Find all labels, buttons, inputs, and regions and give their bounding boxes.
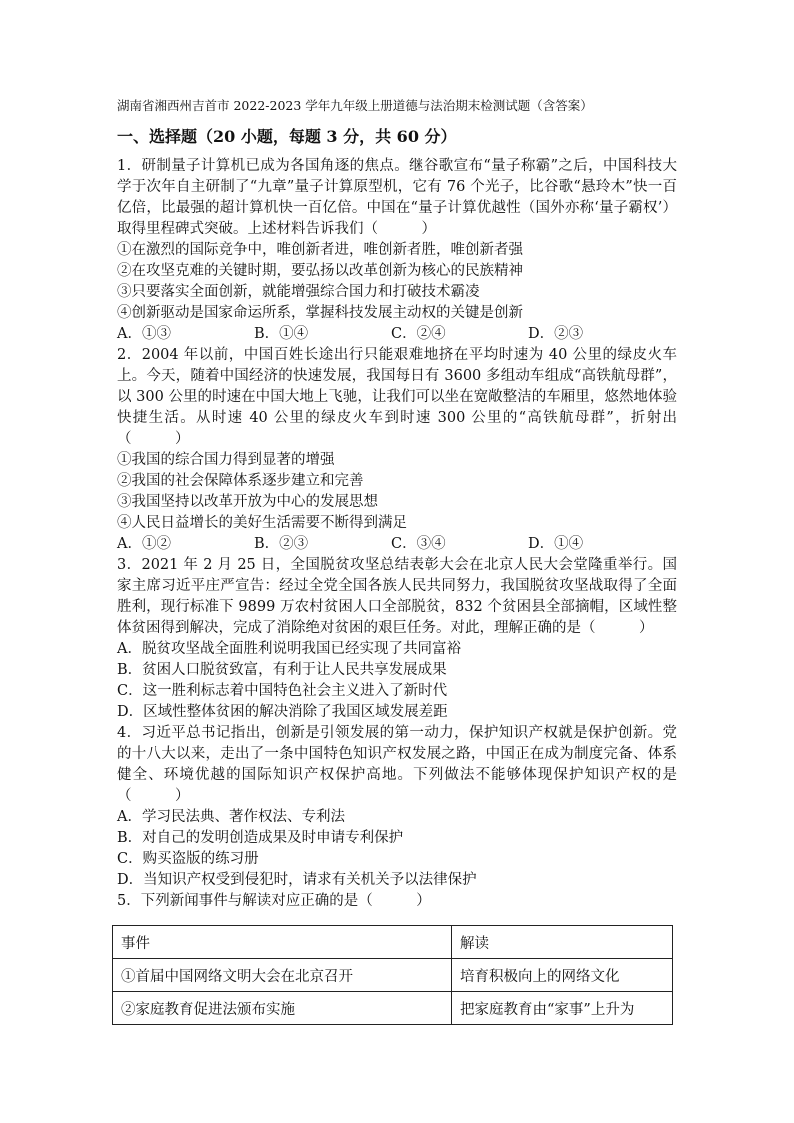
question-5 bbox=[117, 891, 677, 912]
question-stem: 3．2021 年 2 月 25 日，全国脱贫攻坚总结表彰大会在北京人民大会堂隆重举行。国家主席习近平庄严宣告：经过全党全国各族人民共同努力，我国脱贫攻坚战取得了全面胜利，现行标准下 9899 万农村贫困人口全部脱贫，832 个贫困县全部摘帽，区域性整体贫困得到解决，完成了消除绝对贫困的艰巨任务。对此，理解正确的是（ ） bbox=[117, 557, 677, 636]
table-row bbox=[113, 959, 673, 992]
option-b: B．贫困人口脱贫致富，有利于让人民共享发展成果 bbox=[117, 662, 447, 678]
question-4 bbox=[117, 723, 677, 891]
statement: ②在攻坚克难的关键时期，要弘扬以改革创新为核心的民族精神 bbox=[117, 263, 523, 279]
choice-d: D．②③ bbox=[528, 326, 584, 342]
choice-c: C．③④ bbox=[391, 536, 446, 552]
news-interpretation-table bbox=[112, 925, 673, 1025]
choice-c: C．②④ bbox=[391, 326, 446, 342]
question-3 bbox=[117, 555, 677, 723]
table-cell-interpretation: 培育积极向上的网络文化 bbox=[452, 959, 673, 992]
choice-b: B．①④ bbox=[254, 326, 309, 342]
option-c: C．这一胜利标志着中国特色社会主义进入了新时代 bbox=[117, 683, 448, 699]
option-d: D．当知识产权受到侵犯时，请求有关机关予以法律保护 bbox=[117, 872, 477, 888]
table-row bbox=[113, 992, 673, 1025]
option-a: A．脱贫攻坚战全面胜利说明我国已经实现了共同富裕 bbox=[117, 641, 461, 657]
choice-b: B．②③ bbox=[254, 536, 309, 552]
option-c: C．购买盗版的练习册 bbox=[117, 851, 259, 867]
question-stem: 2．2004 年以前，中国百姓长途出行只能艰难地挤在平均时速为 40 公里的绿皮火车上。今天，随着中国经济的快速发展，我国每日有 3600 多组动车组成“高铁航母群”，以 300 公里的时速在中国大地上飞驰，让我们可以坐在宽敞整洁的车厢里，悠然地体验快捷生活。从时速 40 公里的绿皮火车到时速 300 公里的“高铁航母群”，折射出（ ） bbox=[117, 347, 677, 447]
table-header-event: 事件 bbox=[113, 926, 452, 959]
table-header-interpretation: 解读 bbox=[452, 926, 673, 959]
answer-choices bbox=[117, 324, 677, 345]
question-stem: 5．下列新闻事件与解读对应正确的是（ ） bbox=[117, 893, 431, 909]
option-a: A．学习民法典、著作权法、专利法 bbox=[117, 809, 345, 825]
table-cell-event: ②家庭教育促进法颁布实施 bbox=[113, 992, 452, 1025]
question-stem: 1．研制量子计算机已成为各国角逐的焦点。继谷歌宣布“量子称霸”之后，中国科技大学于次年自主研制了“九章”量子计算原型机，它有 76 个光子，比谷歌“悬玲木”快一百亿倍，比最强的超计算机快一百亿倍。中国在“量子计算优越性（国外亦称‘量子霸权’）取得里程碑式突破。上述材料告诉我们（ ） bbox=[117, 158, 677, 237]
question-2 bbox=[117, 345, 677, 555]
document-title: 湖南省湘西州吉首市 2022-2023 学年九年级上册道德与法治期末检测试题（含答案） bbox=[117, 98, 593, 113]
section-heading: 一、选择题（20 小题，每题 3 分，共 60 分） bbox=[117, 127, 457, 146]
question-list bbox=[117, 156, 677, 912]
statement: ①在激烈的国际竞争中，唯创新者进，唯创新者胜，唯创新者强 bbox=[117, 242, 523, 258]
table-cell-event: ①首届中国网络文明大会在北京召开 bbox=[113, 959, 452, 992]
table-header-row bbox=[113, 926, 673, 959]
statement: ④人民日益增长的美好生活需要不断得到满足 bbox=[117, 515, 407, 531]
choice-a: A．①③ bbox=[117, 326, 171, 342]
question-1 bbox=[117, 156, 677, 345]
choice-a: A．①② bbox=[117, 536, 171, 552]
option-d: D．区域性整体贫困的解决消除了我国区域发展差距 bbox=[117, 704, 448, 720]
statement: ③我国坚持以改革开放为中心的发展思想 bbox=[117, 494, 378, 510]
choice-d: D．①④ bbox=[528, 536, 584, 552]
question-stem: 4．习近平总书记指出，创新是引领发展的第一动力，保护知识产权就是保护创新。党的十八大以来，走出了一条中国特色知识产权发展之路，中国正在成为制度完备、体系健全、环境优越的国际知识产权保护高地。下列做法不能够体现保护知识产权的是（ ） bbox=[117, 725, 677, 804]
statement: ①我国的综合国力得到显著的增强 bbox=[117, 452, 335, 468]
option-b: B．对自己的发明创造成果及时申请专利保护 bbox=[117, 830, 404, 846]
statement: ③只要落实全面创新，就能增强综合国力和打破技术霸凌 bbox=[117, 284, 480, 300]
answer-choices bbox=[117, 534, 677, 555]
statement: ②我国的社会保障体系逐步建立和完善 bbox=[117, 473, 364, 489]
statement: ④创新驱动是国家命运所系，掌握科技发展主动权的关键是创新 bbox=[117, 305, 523, 321]
table-cell-interpretation: 把家庭教育由“家事”上升为 bbox=[452, 992, 673, 1025]
